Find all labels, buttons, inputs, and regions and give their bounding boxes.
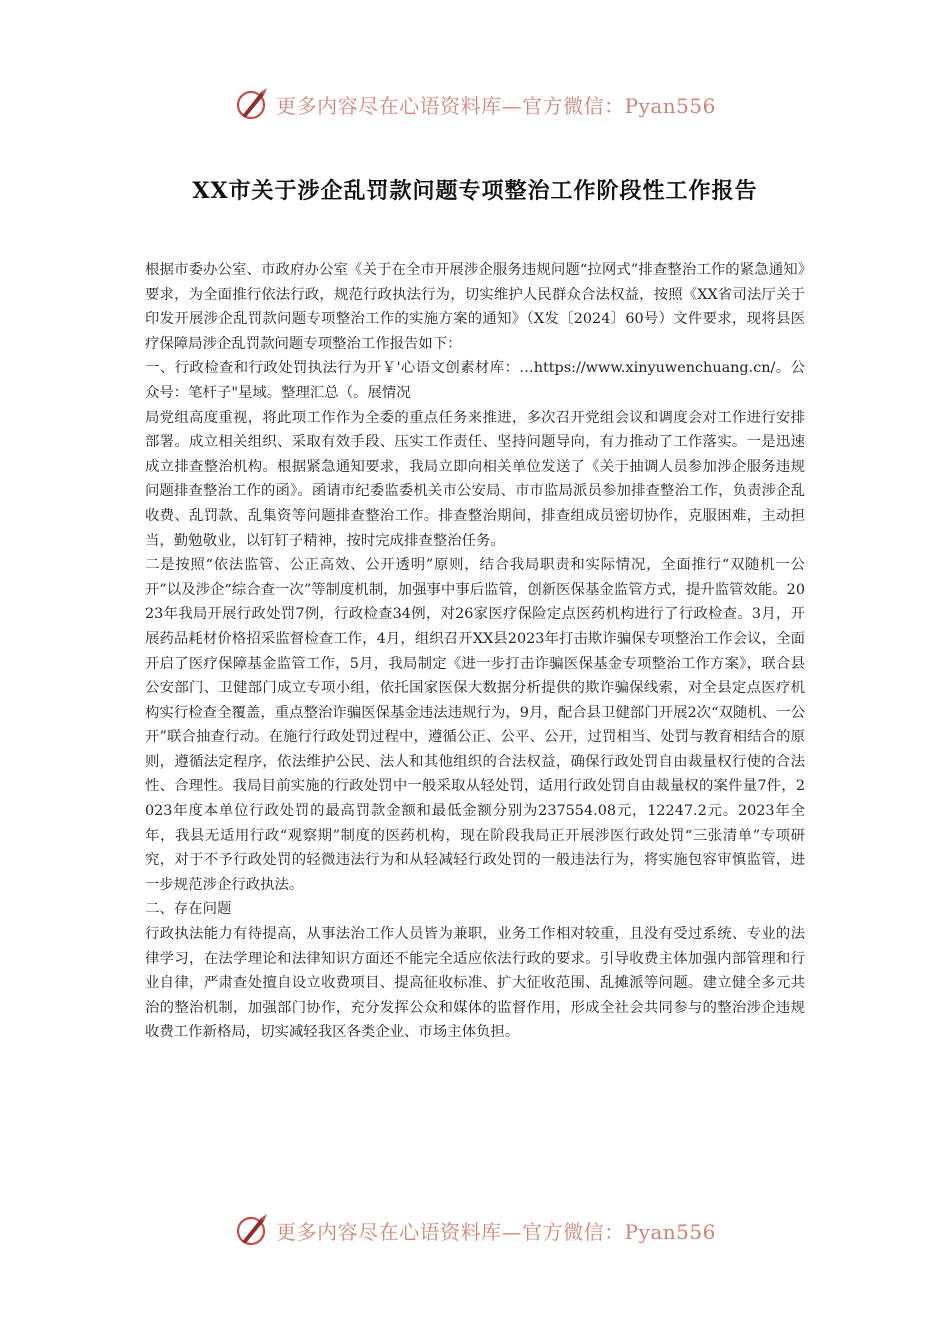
section-heading-2: 二、存在问题 [145, 901, 232, 918]
document-body [145, 258, 805, 1045]
watermark-group [234, 86, 716, 122]
paragraph-work-progress: 局党组高度重视，将此项工作作为全委的重点任务来推进，多次召开党组会议和调度会对工作进行安排部署。成立相关组织、采取有效手段、压实工作责任、坚持问题导向，有力推动了工作落实。一是迅速成立排查整治机构。根据紧急通知要求，我局立即向相关单位发送了《关于抽调人员参加涉企服务违规问题排查整治工作的函》。函请市纪委监委机关市公安局、市市监局派员参加排查整治工作，负责涉企乱收费、乱罚款、乱集资等问题排查整治工作。排查整治期间，排查组成员密切协作，克服困难，主动担当，勤勉敬业，以钉钉子精神，按时完成排查整治任务。 [145, 409, 805, 549]
paragraph-problems: 行政执法能力有待提高，从事法治工作人员皆为兼职，业务工作相对较重，且没有受过系统、专业的法律学习，在法学理论和法律知识方面还不能完全适应依法行政的要求。引导收费主体加强内部管理和行业自律，严肃查处擅自设立收费项目、提高征收标准、扩大征收范围、乱摊派等问题。建立健全多元共治的整治机制，加强部门协作，充分发挥公众和媒体的监督作用，形成全社会共同参与的整治涉企违规收费工作新格局，切实减轻我区各类企业、市场主体负担。 [145, 926, 805, 1041]
section-heading-1: 一、行政检查和行政处罚执法行为开￥'心语文创素材库：…https://www.xinyuwenchuang.cn/。公众号：笔杆子"星域。整理汇总（。展情况 [145, 360, 805, 401]
watermark-banner-top [0, 84, 950, 124]
quill-pen-circle-icon [234, 86, 270, 122]
paragraph-supervision: 二是按照“依法监管、公正高效、公开透明”原则，结合我局职责和实际情况，全面推行“双随机一公开”以及涉企“综合查一次”等制度机制，加强事中事后监管，创新医保基金监管方式，提升监管效能。2023年我局开展行政处罚7例，行政检查34例，对26家医疗保险定点医药机构进行了行政检查。3月，开展药品耗材价格招采监督检查工作，4月，组织召开XX县2023年打击欺诈骗保专项整治工作会议，全面开启了医疗保障基金监管工作，5月，我局制定《进一步打击诈骗医保基金专项整治工作方案》，联合县公安部门、卫健部门成立专项小组，依托国家医保大数据分析提供的欺诈骗保线索，对全县定点医疗机构实行检查全覆盖，重点整治诈骗医保基金违法违规行为，9月，配合县卫健部门开展2次“双随机、一公开”联合抽查行动。在施行行政处罚过程中，遵循公正、公平、公开，过罚相当、处罚与教育相结合的原则，遵循法定程序，依法维护公民、法人和其他组织的合法权益，确保行政处罚自由裁量权行使的合法性、合理性。我局目前实施的行政处罚中一般采取从轻处罚，适用行政处罚自由裁量权的案件量7件，2023年度本单位行政处罚的最高罚款金额和最低金额分别为237554.08元，12247.2元。2023年全年，我县无适用行政“观察期”制度的医药机构，现在阶段我局正开展涉医行政处罚“三张清单”专项研究，对于不予行政处罚的轻微违法行为和从轻减轻行政处罚的一般违法行为，将实施包容审慎监管，进一步规范涉企行政执法。 [145, 557, 805, 893]
watermark-text: 更多内容尽在心语资料库—官方微信：Pyan556 [276, 1219, 716, 1244]
paragraph-intro: 根据市委办公室、市政府办公室《关于在全市开展涉企服务违规问题“拉网式”排查整治工作的紧急通知》要求，为全面推行依法行政，规范行政执法行为，切实维护人民群众合法权益，按照《XX省司法厅关于印发开展涉企乱罚款问题专项整治工作的实施方案的通知》（X发〔2024〕60号）文件要求，现将县医疗保障局涉企乱罚款问题专项整治工作报告如下： [145, 262, 805, 352]
watermark-group [234, 1212, 716, 1248]
quill-pen-circle-icon [234, 1212, 270, 1248]
watermark-banner-bottom [0, 1210, 950, 1250]
document-title: XX市关于涉企乱罚款问题专项整治工作阶段性工作报告 [192, 178, 758, 204]
watermark-text: 更多内容尽在心语资料库—官方微信：Pyan556 [276, 93, 716, 118]
